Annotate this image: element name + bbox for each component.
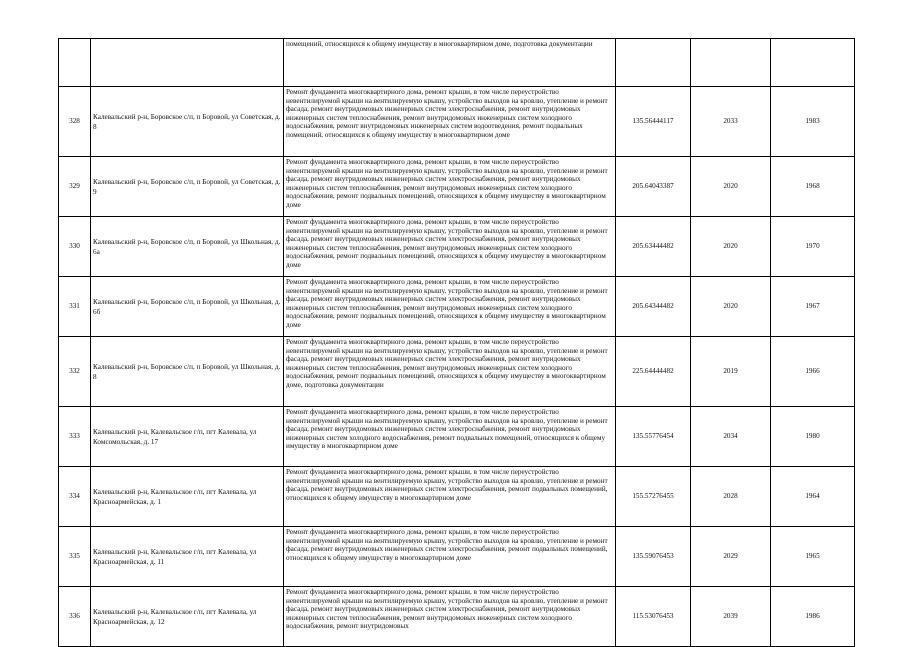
cost-cell: 205.64043387 [616, 157, 691, 217]
built-year-cell [771, 39, 855, 87]
capital-repair-table [58, 38, 855, 647]
cost-cell: 135.59076453 [616, 527, 691, 587]
table-row [59, 87, 855, 157]
row-number: 336 [59, 587, 91, 647]
works-cell: Ремонт фундамента многоквартирного дома, ремонт крыши, в том числе переустройство невентилируемой крыши на вентилируемую крышу, устройство выходов на кровлю, утепление и ремонт фасада, ремонт внутридомовых инженерных систем электроснабжения, ремонт внутридомовых инженерных систем теплоснабжения, ремонт внутридомовых инженерных систем холодного водоснабжения, ремонт внутридомовых инженерных систем водоотведения, ремонт подвальных помещений, относящихся к общему имуществу в многоквартирном доме [284, 87, 616, 157]
works-cell: Ремонт фундамента многоквартирного дома, ремонт крыши, в том числе переустройство невентилируемой крыши на вентилируемую крышу, устройство выходов на кровлю, утепление и ремонт фасада, ремонт внутридомовых инженерных систем электроснабжения, ремонт внутридомовых инженерных систем теплоснабжения, ремонт внутридомовых инженерных систем холодного водоснабжения, ремонт подвальных помещений, относящихся к общему имуществу в многоквартирном доме [284, 277, 616, 337]
cost-cell: 135.56444117 [616, 87, 691, 157]
row-number: 333 [59, 407, 91, 467]
row-number: 335 [59, 527, 91, 587]
built-year-cell: 1965 [771, 527, 855, 587]
row-number [59, 39, 91, 87]
cost-cell: 205.64344482 [616, 277, 691, 337]
works-cell: Ремонт фундамента многоквартирного дома, ремонт крыши, в том числе переустройство невентилируемой крыши на вентилируемую крышу, устройство выходов на кровлю, утепление и ремонт фасада, ремонт внутридомовых инженерных систем электроснабжения, ремонт подвальных помещений, относящихся к общему имуществу в многоквартирном доме [284, 467, 616, 527]
repair-year-cell: 2019 [691, 337, 771, 407]
built-year-cell: 1980 [771, 407, 855, 467]
cost-cell: 135.55776454 [616, 407, 691, 467]
row-number: 329 [59, 157, 91, 217]
table-body [59, 39, 855, 647]
works-cell: помещений, относящихся к общему имуществу в многоквартирном доме, подготовка документации [284, 39, 616, 87]
address-cell: Калевальский р-н, Калевальское г/п, пгт Калевала, ул Красноармейская, д. 1 [91, 467, 284, 527]
works-cell: Ремонт фундамента многоквартирного дома, ремонт крыши, в том числе переустройство невентилируемой крыши на вентилируемую крышу, устройство выходов на кровлю, утепление и ремонт фасада, ремонт внутридомовых инженерных систем электроснабжения, ремонт внутридомовых инженерных систем теплоснабжения, ремонт внутридомовых инженерных систем холодного водоснабжения, ремонт подвальных помещений, относящихся к общему имуществу в многоквартирном доме [284, 217, 616, 277]
table-row [59, 527, 855, 587]
address-cell: Калевальский р-н, Боровское с/п, п Боровой, ул Школьная, д. 8 [91, 337, 284, 407]
table-row [59, 39, 855, 87]
built-year-cell: 1970 [771, 217, 855, 277]
table-row [59, 407, 855, 467]
built-year-cell: 1986 [771, 587, 855, 647]
repair-year-cell: 2020 [691, 157, 771, 217]
address-cell: Калевальский р-н, Боровское с/п, п Боровой, ул Школьная, д. 6б [91, 277, 284, 337]
repair-year-cell: 2029 [691, 527, 771, 587]
cost-cell [616, 39, 691, 87]
built-year-cell: 1964 [771, 467, 855, 527]
row-number: 332 [59, 337, 91, 407]
built-year-cell: 1966 [771, 337, 855, 407]
repair-year-cell: 2034 [691, 407, 771, 467]
works-cell: Ремонт фундамента многоквартирного дома, ремонт крыши, в том числе переустройство невентилируемой крыши на вентилируемую крышу, устройство выходов на кровлю, утепление и ремонт фасада, ремонт внутридомовых инженерных систем электроснабжения, ремонт внутридомовых инженерных систем теплоснабжения, ремонт внутридомовых инженерных систем холодного водоснабжения, ремонт подвальных помещений, относящихся к общему имуществу в многоквартирном доме, подготовка документации [284, 337, 616, 407]
table-row [59, 337, 855, 407]
repair-year-cell: 2039 [691, 587, 771, 647]
works-cell: Ремонт фундамента многоквартирного дома, ремонт крыши, в том числе переустройство невентилируемой крыши на вентилируемую крышу, устройство выходов на кровлю, утепление и ремонт фасада, ремонт внутридомовых инженерных систем электроснабжения, ремонт подвальных помещений, относящихся к общему имуществу в многоквартирном доме [284, 527, 616, 587]
address-cell [91, 39, 284, 87]
works-cell: Ремонт фундамента многоквартирного дома, ремонт крыши, в том числе переустройство невентилируемой крыши на вентилируемую крышу, устройство выходов на кровлю, утепление и ремонт фасада, ремонт внутридомовых инженерных систем электроснабжения, ремонт внутридомовых инженерных систем теплоснабжения, ремонт внутридомовых инженерных систем холодного водоснабжения, ремонт внутридомовых [284, 587, 616, 647]
built-year-cell: 1968 [771, 157, 855, 217]
built-year-cell: 1983 [771, 87, 855, 157]
row-number: 331 [59, 277, 91, 337]
cost-cell: 205.63444482 [616, 217, 691, 277]
table-row [59, 217, 855, 277]
repair-year-cell [691, 39, 771, 87]
works-cell: Ремонт фундамента многоквартирного дома, ремонт крыши, в том числе переустройство невентилируемой крыши на вентилируемую крышу, устройство выходов на кровлю, утепление и ремонт фасада, ремонт внутридомовых инженерных систем электроснабжения, ремонт внутридомовых инженерных систем теплоснабжения, ремонт внутридомовых инженерных систем холодного водоснабжения, ремонт подвальных помещений, относящихся к общему имуществу в многоквартирном доме [284, 157, 616, 217]
table-row [59, 467, 855, 527]
address-cell: Калевальский р-н, Калевальское г/п, пгт Калевала, ул Красноармейская, д. 11 [91, 527, 284, 587]
row-number: 330 [59, 217, 91, 277]
address-cell: Калевальский р-н, Боровское с/п, п Боровой, ул Школьная, д. 6а [91, 217, 284, 277]
repair-year-cell: 2028 [691, 467, 771, 527]
cost-cell: 115.53076453 [616, 587, 691, 647]
address-cell: Калевальский р-н, Калевальское г/п, пгт Калевала, ул Красноармейская, д. 12 [91, 587, 284, 647]
address-cell: Калевальский р-н, Калевальское г/п, пгт Калевала, ул Комсомольская, д. 17 [91, 407, 284, 467]
cost-cell: 155.57276455 [616, 467, 691, 527]
table-row [59, 587, 855, 647]
works-cell: Ремонт фундамента многоквартирного дома, ремонт крыши, в том числе переустройство невентилируемой крыши на вентилируемую крышу, устройство выходов на кровлю, утепление и ремонт фасада, ремонт внутридомовых инженерных систем электроснабжения, ремонт внутридомовых инженерных систем холодного водоснабжения, ремонт подвальных помещений, относящихся к общему имуществу в многоквартирном доме [284, 407, 616, 467]
repair-year-cell: 2020 [691, 277, 771, 337]
built-year-cell: 1967 [771, 277, 855, 337]
table-row [59, 157, 855, 217]
table-row [59, 277, 855, 337]
row-number: 328 [59, 87, 91, 157]
repair-year-cell: 2033 [691, 87, 771, 157]
cost-cell: 225.64444482 [616, 337, 691, 407]
repair-year-cell: 2020 [691, 217, 771, 277]
row-number: 334 [59, 467, 91, 527]
address-cell: Калевальский р-н, Боровское с/п, п Боровой, ул Советская, д. 8 [91, 87, 284, 157]
address-cell: Калевальский р-н, Боровское с/п, п Боровой, ул Советская, д. 9 [91, 157, 284, 217]
